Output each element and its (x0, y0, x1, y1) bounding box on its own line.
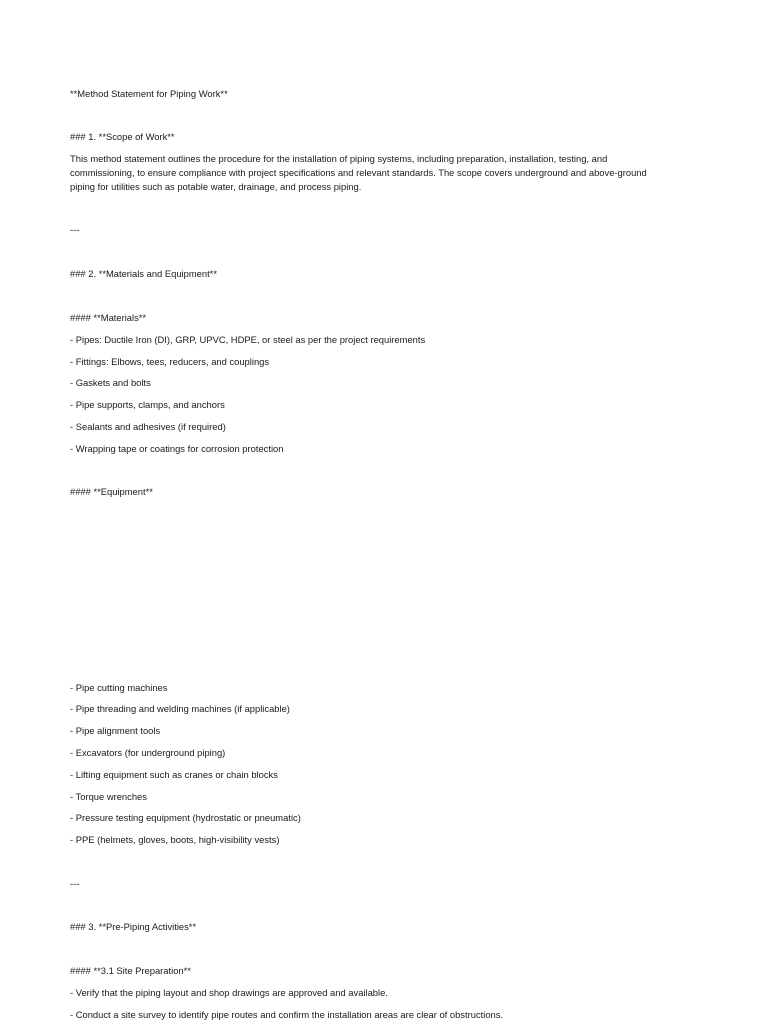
list-item: - Torque wrenches (70, 791, 147, 802)
scope-paragraph-line: piping for utilities such as potable water, drainage, and process piping. (70, 181, 362, 192)
pre-piping-heading: ### 3. **Pre-Piping Activities** (70, 921, 197, 932)
list-item: - Pipe threading and welding machines (if applicable) (70, 703, 290, 714)
list-item: - Fittings: Elbows, tees, reducers, and couplings (70, 356, 270, 367)
scope-heading: ### 1. **Scope of Work** (70, 131, 175, 142)
list-item: - Pipe supports, clamps, and anchors (70, 399, 225, 410)
list-item: - Wrapping tape or coatings for corrosion protection (70, 443, 284, 454)
list-item: - Sealants and adhesives (if required) (70, 421, 226, 432)
list-item: - Pressure testing equipment (hydrostatic or pneumatic) (70, 812, 301, 823)
scope-paragraph-line: This method statement outlines the procedure for the installation of piping systems, including preparation, installation, testing, and (70, 153, 608, 164)
list-item: - Lifting equipment such as cranes or chain blocks (70, 769, 278, 780)
scope-paragraph (70, 152, 690, 194)
list-item: - Verify that the piping layout and shop drawings are approved and available. (70, 987, 388, 998)
list-item: - PPE (helmets, gloves, boots, high-visibility vests) (70, 834, 280, 845)
list-item: - Gaskets and bolts (70, 377, 151, 388)
equipment-heading: #### **Equipment** (70, 486, 153, 497)
section-separator: --- (70, 224, 80, 235)
site-preparation-heading: #### **3.1 Site Preparation** (70, 965, 191, 976)
scope-paragraph-line: commissioning, to ensure compliance with project specifications and relevant standards. The scope covers underground and above-ground (70, 167, 647, 178)
list-item: - Excavators (for underground piping) (70, 747, 226, 758)
list-item: - Pipe alignment tools (70, 725, 161, 736)
list-item: - Conduct a site survey to identify pipe routes and confirm the installation areas are clear of obstructions. (70, 1009, 504, 1020)
materials-heading: #### **Materials** (70, 312, 147, 323)
materials-equipment-heading: ### 2. **Materials and Equipment** (70, 268, 217, 279)
document-title: **Method Statement for Piping Work** (70, 88, 228, 99)
list-item: - Pipe cutting machines (70, 682, 168, 693)
list-item: - Pipes: Ductile Iron (DI), GRP, UPVC, HDPE, or steel as per the project requirements (70, 334, 426, 345)
section-separator: --- (70, 878, 80, 889)
